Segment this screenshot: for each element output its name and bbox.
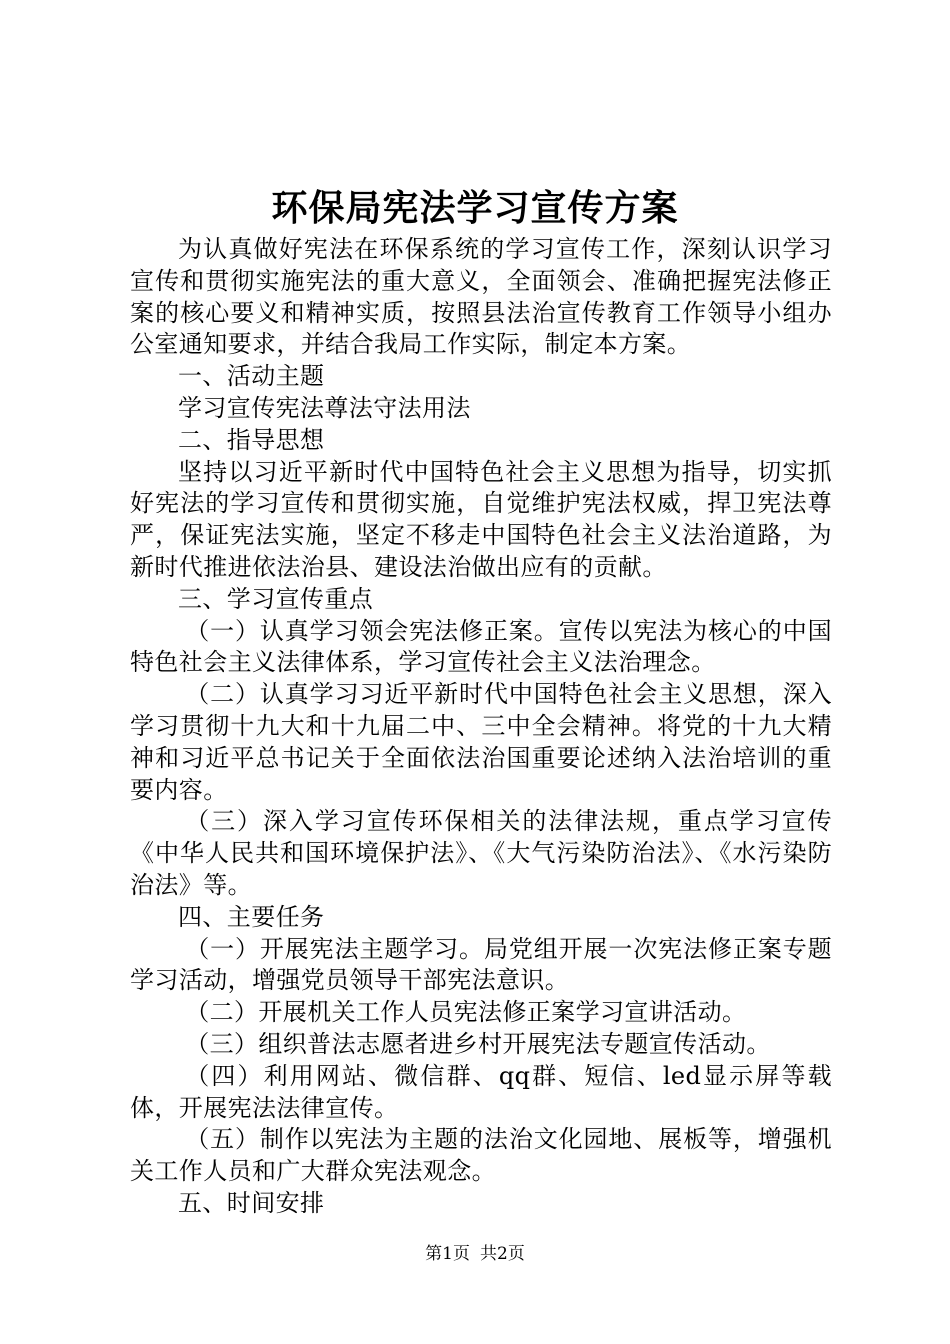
section-heading-study-focus: 三、学习宣传重点 bbox=[178, 584, 374, 613]
theme-text: 学习宣传宪法尊法守法用法 bbox=[178, 393, 471, 422]
paragraph-guiding-thought: 坚持以习近平新时代中国特色社会主义思想为指导，切实抓好宪法的学习宣传和贯彻实施，自觉维护宪法权威，捍卫宪法尊严，保证宪法实施，坚定不移走中国特色社会主义法治道路，为新时代推进依法治县、建设法治做出应有的贡献。 bbox=[130, 457, 832, 581]
document-body bbox=[130, 234, 832, 1220]
paragraph-intro: 为认真做好宪法在环保系统的学习宣传工作，深刻认识学习宣传和贯彻实施宪法的重大意义，全面领会、准确把握宪法修正案的核心要义和精神实质，按照县法治宣传教育工作领导小组办公室通知要求，并结合我局工作实际，制定本方案。 bbox=[130, 235, 832, 359]
document-title: 环保局宪法学习宣传方案 bbox=[271, 187, 679, 229]
list-item: （一）开展宪法主题学习。局党组开展一次宪法修正案专题学习活动，增强党员领导干部宪法意识。 bbox=[130, 934, 832, 995]
list-item: （五）制作以宪法为主题的法治文化园地、展板等，增强机关工作人员和广大群众宪法观念。 bbox=[130, 1125, 832, 1186]
section-heading-schedule: 五、时间安排 bbox=[178, 1188, 325, 1217]
section-heading-main-tasks: 四、主要任务 bbox=[178, 902, 325, 931]
list-item: （一）认真学习领会宪法修正案。宣传以宪法为核心的中国特色社会主义法律体系，学习宣传社会主义法治理念。 bbox=[130, 616, 832, 677]
list-item: （三）组织普法志愿者进乡村开展宪法专题宣传活动。 bbox=[185, 1029, 771, 1058]
page-number-total: 共2页 bbox=[480, 1244, 525, 1264]
list-item: （三）深入学习宣传环保相关的法律法规，重点学习宣传《中华人民共和国环境保护法》、《大气污染防治法》、《水污染防治法》等。 bbox=[130, 807, 832, 899]
section-heading-theme: 一、活动主题 bbox=[178, 362, 325, 391]
page-footer bbox=[0, 1242, 950, 1266]
list-item: （二）开展机关工作人员宪法修正案学习宣讲活动。 bbox=[185, 998, 747, 1027]
section-heading-guiding-thought: 二、指导思想 bbox=[178, 425, 325, 454]
list-item: （二）认真学习习近平新时代中国特色社会主义思想，深入学习贯彻十九大和十九届二中、三中全会精神。将党的十九大精神和习近平总书记关于全面依法治国重要论述纳入法治培训的重要内容。 bbox=[130, 680, 832, 804]
list-item: （四）利用网站、微信群、qq群、短信、led显示屏等载体，开展宪法法律宣传。 bbox=[130, 1061, 832, 1122]
page-number-current: 第1页 bbox=[425, 1244, 470, 1264]
